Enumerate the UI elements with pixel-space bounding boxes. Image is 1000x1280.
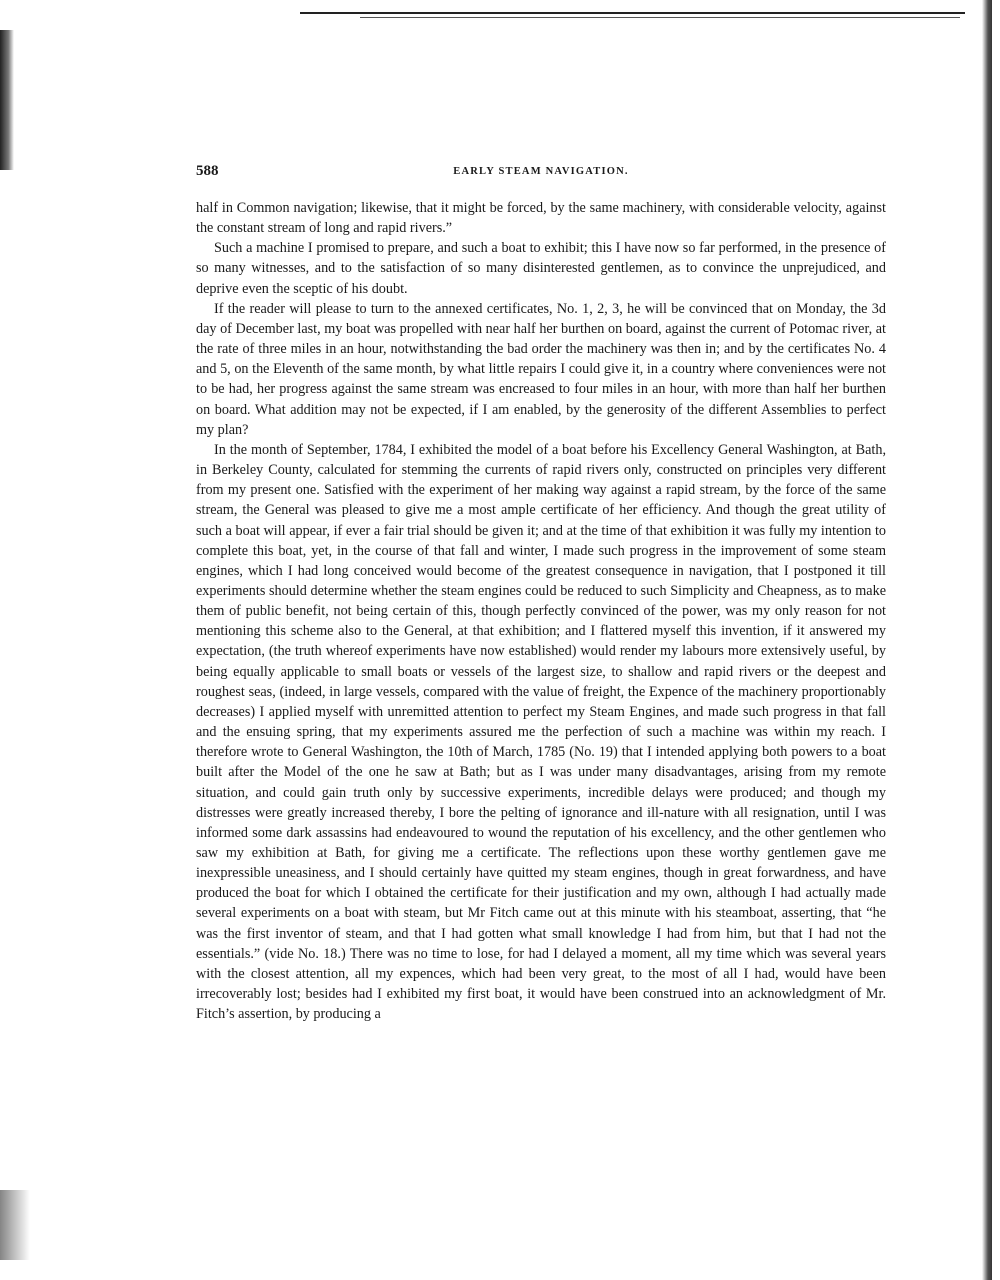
scan-edge-bottom-left xyxy=(0,1190,30,1260)
body-text xyxy=(196,198,886,1024)
top-rule xyxy=(300,12,965,14)
paragraph-1: half in Common navigation; likewise, that it might be forced, by the same machinery, with considerable velocity, against the constant stream of long and rapid rivers.” xyxy=(196,200,886,237)
paragraph-2: Such a machine I promised to prepare, and such a boat to exhibit; this I have now so far performed, in the presence of so many witnesses, and to the satisfaction of so many disinterested gentlemen, as to convince the unprejudiced, and deprive even the sceptic of his doubt. xyxy=(196,240,886,297)
page-number: 588 xyxy=(196,163,219,179)
top-rule-thin xyxy=(360,17,960,18)
paragraph-4: In the month of September, 1784, I exhibited the model of a boat before his Excellency General Washington, at Bath, in Berkeley County, calculated for stemming the currents of rapid rivers only, constructed on principles very different from my present one. Satisfied with the experiment of her making way against a rapid stream, by the force of the same stream, the General was pleased to give me a most ample certificate of her efficiency. And though the great utility of such a boat will appear, if ever a fair trial should be given it; and at the time of that exhibition it was fully my intention to complete this boat, yet, in the course of that fall and winter, I made such progress in the improvement of some steam engines, which I had long conceived would become of the greatest consequence in navigation, that I postponed it till experiments should determine whether the steam engines could be reduced to such Simplicity and Cheapness, as to make them of public benefit, not being certain of this, though perfectly convinced of the power, was my only reason for not mentioning this scheme also to the General, at that exhibition; and I flattered myself this invention, if it answered my expectation, (the truth whereof experiments have now established) would render my labours more extensively useful, by being equally applicable to small boats or vessels of the largest size, to shallow and rapid rivers or the deepest and roughest seas, (indeed, in large vessels, compared with the value of freight, the Expence of the machinery proportionably decreases) I applied myself with unremitted attention to perfect my Steam Engines, and made such progress in that fall and the ensuing spring, that my experiments assured me the perfection of such a machine was within my reach. I therefore wrote to General Washington, the 10th of March, 1785 (No. 19) that I intended applying both powers to a boat built after the Model of the one he saw at Bath; but as I was under many disadvantages, arising from my remote situation, and could gain truth only by successive experiments, incredible delays were produced; and though my distresses were greatly increased thereby, I bore the pelting of ignorance and ill-nature with all resignation, until I was informed some dark assassins had endeavoured to wound the reputation of his excellency, and the other gentlemen who saw my exhibition at Bath, for giving me a certificate. The reflections upon these worthy gentlemen gave me inexpressible uneasiness, and I should certainly have quitted my steam engines, though in great forwardness, and have produced the boat for which I obtained the certificate for their justification and my own, although I had actually made several experiments on a boat with steam, but Mr Fitch came out at this minute with his steamboat, asserting, that “he was the first inventor of steam, and that I had gotten what small knowledge I had from him, but that I had not the essentials.” (vide No. 18.) There was no time to lose, for had I delayed a moment, all my time which was several years with the closest attention, all my expences, which had been very great, to the most of all I had, would have been irrecoverably lost; besides had I exhibited my first boat, it would have been construed into an acknowledgment of Mr. Fitch’s assertion, by producing a xyxy=(196,441,886,1023)
running-title: EARLY STEAM NAVIGATION. xyxy=(453,166,629,177)
scan-edge-right xyxy=(982,0,992,1280)
scan-edge-left xyxy=(0,30,14,170)
paragraph-3: If the reader will please to turn to the annexed certificates, No. 1, 2, 3, he will be convinced that on Monday, the 3d day of December last, my boat was propelled with near half her burthen on board, against the current of Potomac river, at the rate of three miles in an hour, notwithstanding the bad order the machinery was then in; and by the certificates No. 4 and 5, on the Eleventh of the same month, by what little repairs I could give it, in a country where conveniences were not to be had, her progress against the same stream was encreased to four miles in an hour, with more than half her burthen on board. What addition may not be expected, if I am enabled, by the generosity of the different Assemblies to perfect my plan? xyxy=(196,300,886,438)
page-header xyxy=(196,163,886,185)
